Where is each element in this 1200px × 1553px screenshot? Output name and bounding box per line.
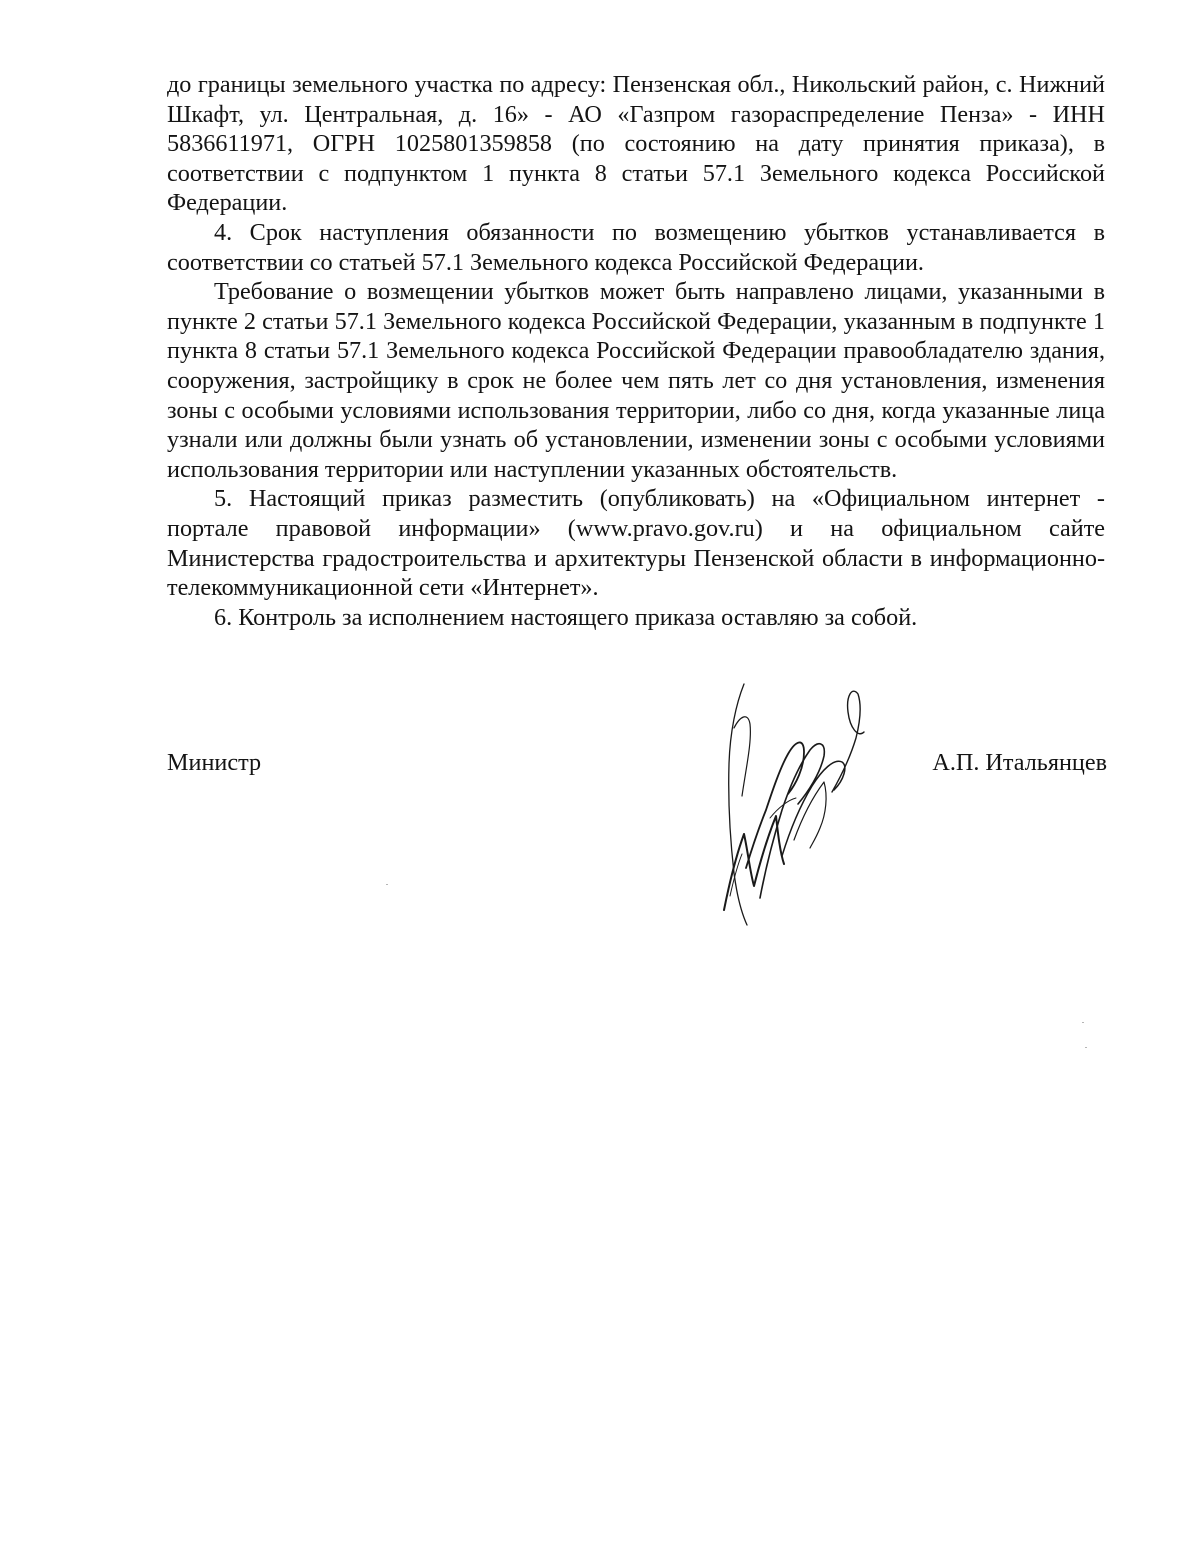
handwritten-signature — [700, 668, 880, 938]
paragraph-item-6: 6. Контроль за исполнением настоящего приказа оставляю за собой. — [214, 603, 918, 631]
scan-artifact — [1082, 1022, 1084, 1023]
signature-block — [167, 748, 1107, 788]
paragraph-item-4: 4. Срок наступления обязанности по возмещению убытков устанавливается в соответствии со статьей 57.1 Земельного кодекса Российской Федерации. — [167, 218, 1105, 276]
document-body — [167, 70, 1105, 632]
paragraph-damages-claim: Требование о возмещении убытков может быть направлено лицами, указанными в пункте 2 статьи 57.1 Земельного кодекса Российской Федерации, указанным в подпункте 1 пункта 8 статьи 57.1 Земельного кодекса Российской Федерации правообладателю здания, сооружения, застройщику в срок не более чем пять лет со дня установления, изменения зоны с особыми условиями использования территории, либо со дня, когда указанные лица узнали или должны были узнать об установлении, изменении зоны с особыми условиями использования территории или наступлении указанных обстоятельств. — [167, 278, 1105, 483]
signer-name: А.П. Итальянцев — [932, 749, 1107, 776]
paragraph-item-5: 5. Настоящий приказ разместить (опубликовать) на «Официальном интернет - портале правовой информации» (www.pravo.gov.ru) и на официальном сайте Министерства градостроительства и архитектуры Пензенской области в информационно-телекоммуникационной сети «Интернет». — [167, 485, 1105, 602]
paragraph-continuation: до границы земельного участка по адресу: Пензенская обл., Никольский район, с. Нижний Шкафт, ул. Центральная, д. 16» - АО «Газпром газораспределение Пенза» - ИНН 5836611971, ОГРН 1025801359858 (по состоянию на дату принятия приказа), в соответствии с подпунктом 1 пункта 8 статьи 57.1 Земельного кодекса Российской Федерации. — [167, 71, 1105, 217]
scan-artifact — [1085, 1047, 1087, 1048]
scan-artifact — [386, 884, 388, 885]
signer-position: Министр — [167, 749, 262, 776]
